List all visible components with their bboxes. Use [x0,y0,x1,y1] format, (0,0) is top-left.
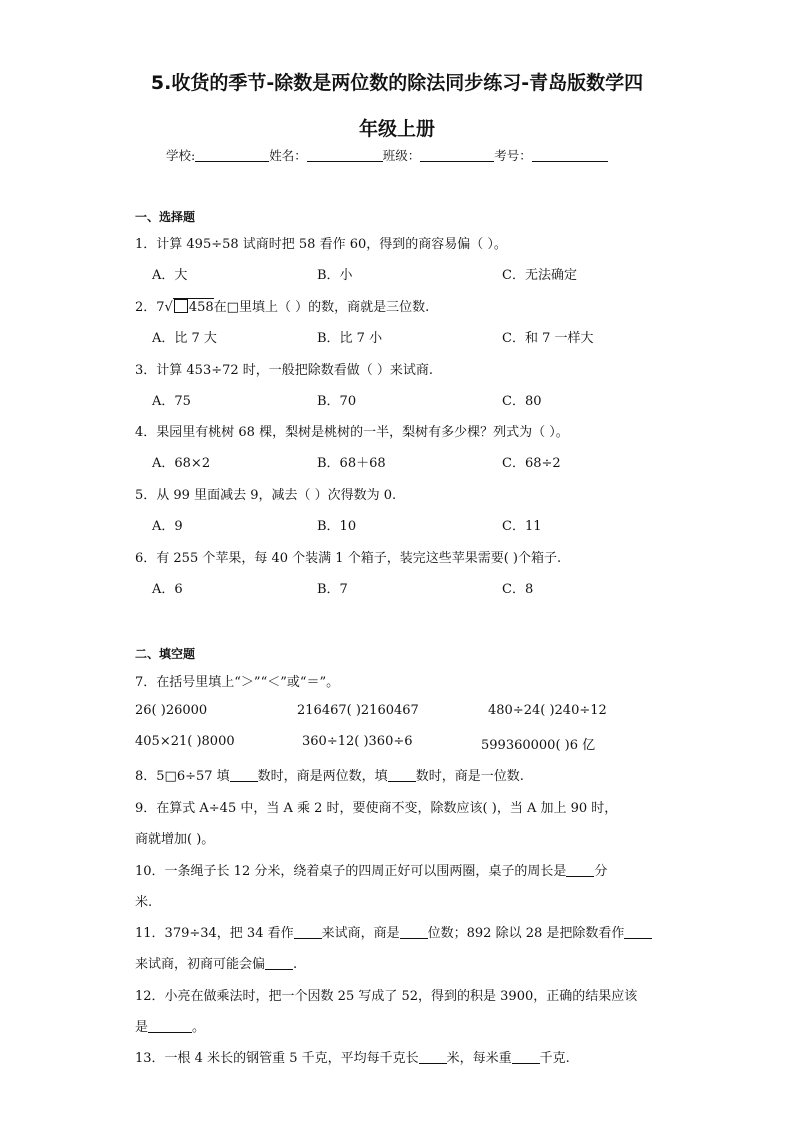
q2-option-c[interactable]: C．和 7 一样大 [502,331,594,346]
question-5: 5．从 99 里面减去 9，减去（ ）次得数为 0. [135,488,397,503]
number-label: 考号： [494,148,532,163]
q5-option-b[interactable]: B．10 [317,519,357,534]
question-7: 7．在括号里填上“＞”“＜”或“＝”。 [135,675,340,690]
question-10-line-2: 米. [135,895,153,910]
question-11-line-2: 来试商，初商可能会偏 . [135,957,298,972]
q2-digit-box[interactable] [174,299,188,313]
name-label: 姓名： [269,148,307,163]
title-line-1: 5.收货的季节-除数是两位数的除法同步练习-青岛版数学四 [150,72,644,94]
school-label: 学校: [166,148,196,163]
section-heading-choice: 一、选择题 [135,210,196,224]
q2-stem: 在□里填上（ ）的数，商就是三位数. [213,300,430,315]
q12-blank[interactable] [148,1020,192,1033]
question-12-line-2: 是 。 [135,1020,206,1035]
q2-option-a[interactable]: A．比 7 大 [152,331,217,346]
q4-option-b[interactable]: B．68＋68 [317,456,386,471]
q11-blank-2[interactable] [400,926,428,939]
q3-option-b[interactable]: B．70 [317,394,357,409]
q7-item[interactable]: 599360000( )6 亿 [481,738,596,753]
q2-radical: √ [164,300,173,315]
q13-blank-2[interactable] [512,1051,540,1064]
q5-option-a[interactable]: A．9 [152,519,183,534]
q4-option-c[interactable]: C．68÷2 [502,456,561,471]
q1-option-c[interactable]: C．无法确定 [502,268,577,283]
question-6: 6．有 255 个苹果，每 40 个装满 1 个箱子，装完这些苹果需要( )个箱子. [135,551,562,566]
question-12-line-1: 12．小亮在做乘法时，把一个因数 25 写成了 52，得到的积是 3900，正确的结果应该 [135,989,638,1004]
q3-option-a[interactable]: A．75 [152,394,191,409]
question-3: 3．计算 453÷72 时，一般把除数看做（ ）来试商. [135,363,434,378]
q3-option-c[interactable]: C．80 [502,394,542,409]
question-1: 1．计算 495÷58 试商时把 58 看作 60，得到的商容易偏（ ）。 [135,237,507,252]
question-10: 10．一条绳子长 12 分米，绕着桌子的四周正好可以围两圈，桌子的周长是 分 [135,864,608,879]
class-blank[interactable] [420,149,494,162]
q11-blank-1[interactable] [294,926,322,939]
q7-item[interactable]: 216467( )2160467 [297,703,419,718]
q11-blank-4[interactable] [265,957,293,970]
q13-blank-1[interactable] [419,1051,447,1064]
section-heading-fill: 二、填空题 [135,647,196,661]
student-info-row [166,146,608,164]
q7-item[interactable]: 360÷12( )360÷6 [302,734,413,749]
q6-option-a[interactable]: A．6 [152,582,183,597]
q7-item[interactable]: 480÷24( )240÷12 [488,703,607,718]
question-4: 4．果园里有桃树 68 棵，梨树是桃树的一半，梨树有多少棵？列式为（ ）。 [135,425,569,440]
question-13: 13．一根 4 米长的钢管重 5 千克，平均每千克长 米，每米重 千克. [135,1051,570,1066]
q5-option-c[interactable]: C．11 [502,519,542,534]
q6-option-b[interactable]: B．7 [317,582,348,597]
question-9-line-2: 商就增加( )。 [135,832,215,847]
q6-option-c[interactable]: C．8 [502,582,534,597]
question-2 [135,296,429,315]
q7-item[interactable]: 405×21( )8000 [135,734,235,749]
q2-divisor: 2．7 [135,300,165,315]
q8-blank-2[interactable] [388,769,416,782]
q2-dividend: 458 [173,298,214,315]
question-9-line-1: 9．在算式 A÷45 中，当 A 乘 2 时，要使商不变，除数应该( )，当 A 加上 90 时， [135,801,618,816]
q1-option-b[interactable]: B．小 [317,268,353,283]
q1-option-a[interactable]: A．大 [152,268,188,283]
question-11: 11．379÷34，把 34 看作 来试商，商是 位数；892 除以 28 是把除数看作 [135,922,652,941]
q7-item[interactable]: 26( )26000 [135,703,208,718]
number-blank[interactable] [532,149,608,162]
title-line-2: 年级上册 [358,118,435,140]
q8-blank-1[interactable] [230,769,258,782]
school-blank[interactable] [195,149,269,162]
q10-blank[interactable] [566,864,594,877]
q2-option-b[interactable]: B．比 7 小 [317,331,383,346]
question-8: 8．5□6÷57 填 数时，商是两位数，填 数时，商是一位数. [135,769,524,784]
q11-blank-3[interactable] [624,926,652,939]
class-label: 班级： [382,148,421,163]
q4-option-a[interactable]: A．68×2 [152,456,211,471]
name-blank[interactable] [307,149,383,162]
